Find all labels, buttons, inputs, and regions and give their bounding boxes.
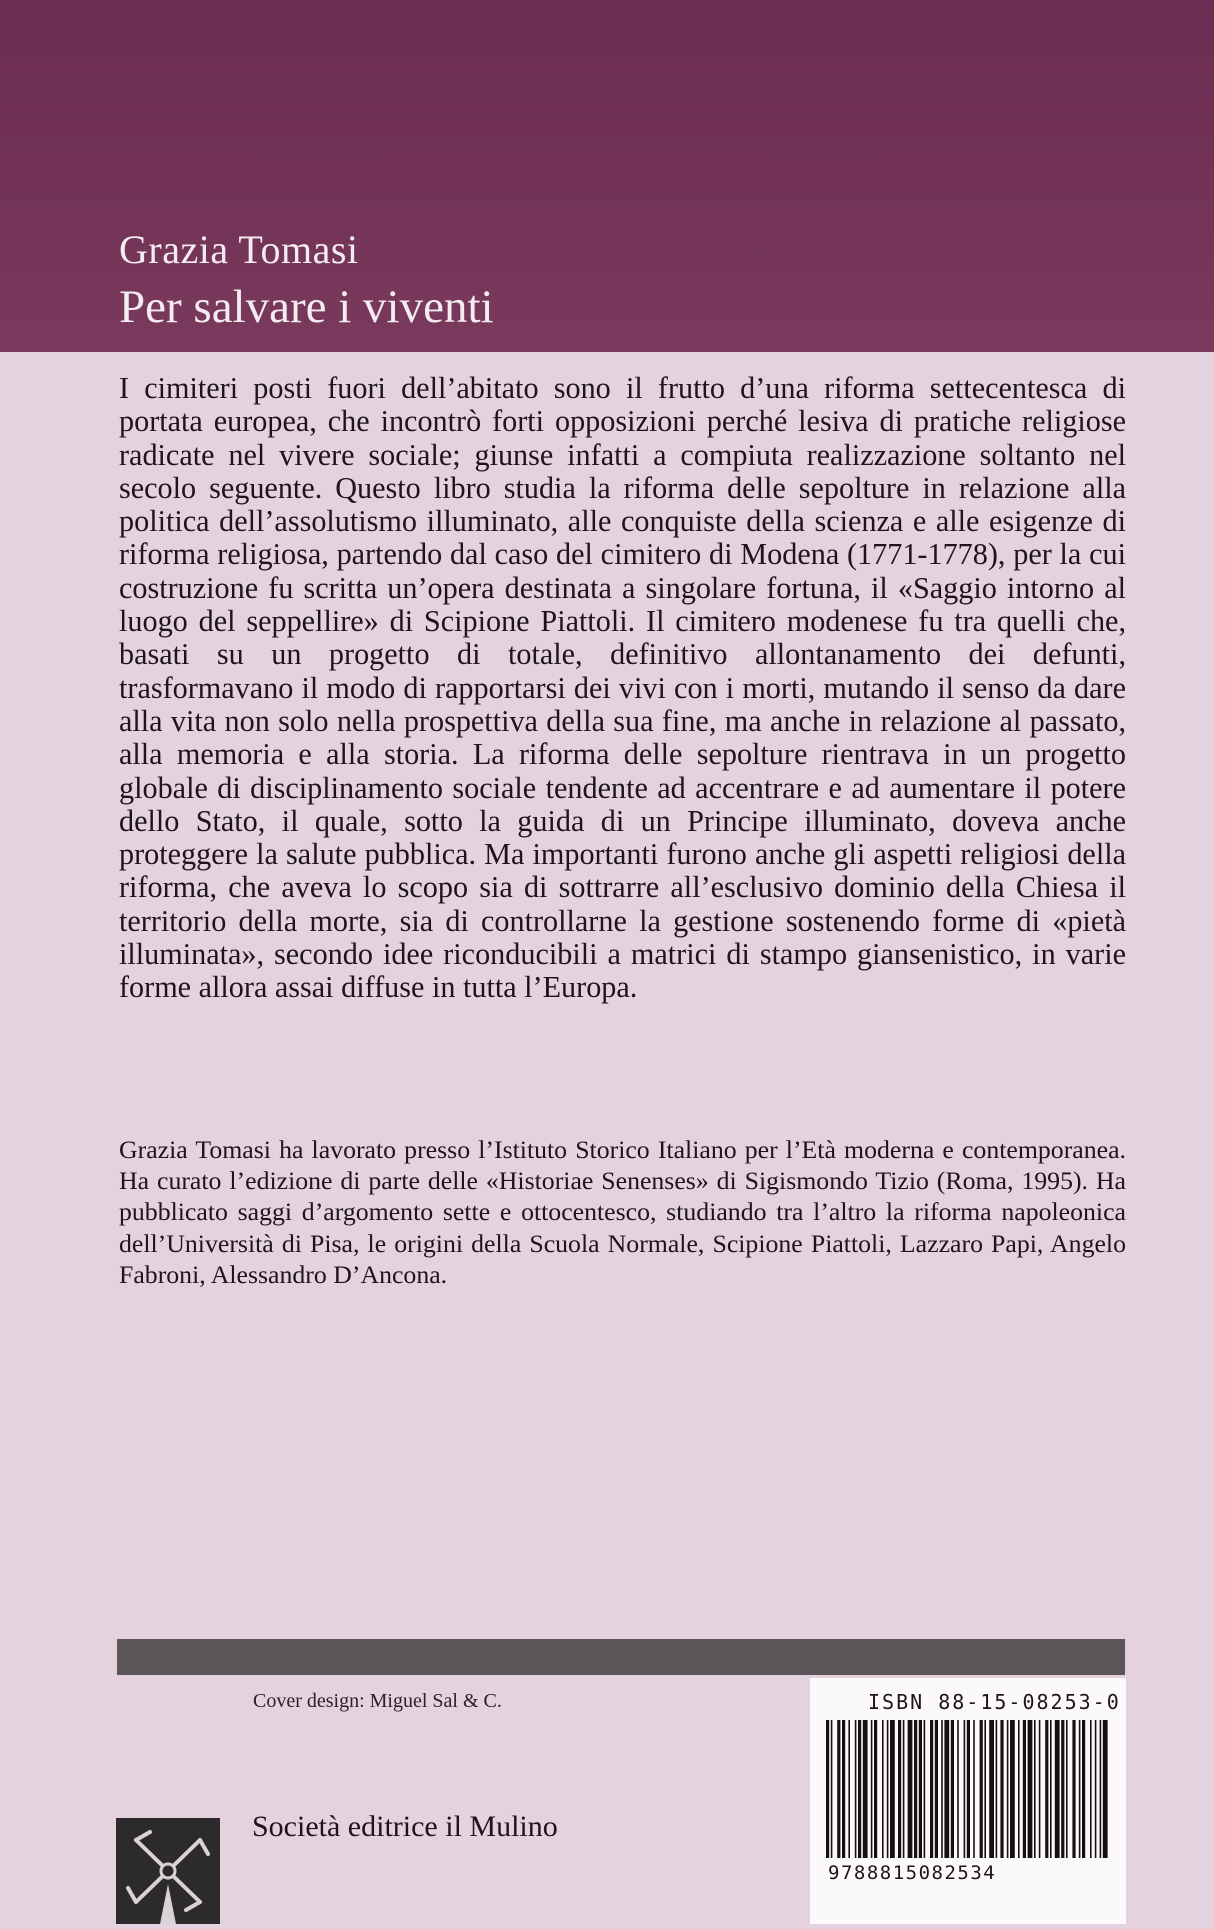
- windmill-icon: [116, 1818, 220, 1924]
- cover-design-credit: Cover design: Miguel Sal & C.: [253, 1690, 502, 1712]
- cover-header-band: [0, 0, 1214, 352]
- author-name: Grazia Tomasi: [119, 227, 359, 272]
- ean-number: 9788815082534: [828, 1862, 997, 1884]
- book-title: Per salvare i viventi: [119, 281, 494, 333]
- publisher-name: Società editrice il Mulino: [252, 1810, 558, 1843]
- author-bio: Grazia Tomasi ha lavorato presso l’Istituto Storico Italiano per l’Età moderna e contemporanea. Ha curato l’edizione di parte delle «Historiae Senenses» di Sigismondo Tizio (Roma, 1995). Ha pubblicato saggi d’argomento sette e ottocentesco, studiando tra l’altro la riforma napoleonica dell’Università di Pisa, le origini della Scuola Normale, Scipione Piattoli, Lazzaro Papi, Angelo Fabroni, Alessandro D’Ancona.: [119, 1135, 1126, 1289]
- isbn-label: ISBN 88-15-08253-0: [868, 1690, 1121, 1714]
- book-blurb: I cimiteri posti fuori dell’abitato sono il frutto d’una riforma settecentesca di portata europea, che incontrò forti opposizioni perché lesiva di pratiche religiose radicate nel vivere sociale; giunse infatti a compiuta realizzazione soltanto nel secolo seguente. Questo libro studia la riforma delle sepolture in relazione alla politica dell’assolutismo illuminato, alle conquiste della scienza e alle esigenze di riforma religiosa, partendo dal caso del cimitero di Modena (1771-1778), per la cui costruzione fu scritta un’opera destinata a singolare fortuna, il «Saggio intorno al luogo del seppellire» di Scipione Piattoli. Il cimitero modenese fu tra quelli che, basati su un progetto di totale, definitivo allontanamento dei defunti, trasformavano il modo di rapportarsi dei vivi con i morti, mutando il senso da dare alla vita non solo nella prospettiva della sua fine, ma anche in relazione al passato, alla memoria e alla storia. La riforma delle sepolture rientrava in un progetto globale di disciplinamento sociale tendente ad accentrare e ad aumentare il potere dello Stato, il quale, sotto la guida di un Principe illuminato, doveva anche proteggere la salute pubblica. Ma importanti furono anche gli aspetti religiosi della riforma, che aveva lo scopo sia di sottrarre all’esclusivo dominio della Chiesa il territorio della morte, sia di controllarne la gestione sostenendo forme di «pietà illuminata», secondo idee riconducibili a matrici di stampo giansenistico, in varie forme allora assai diffuse in tutta l’Europa.: [119, 371, 1126, 1005]
- divider-bar: [117, 1639, 1125, 1675]
- barcode-icon: [826, 1720, 1110, 1858]
